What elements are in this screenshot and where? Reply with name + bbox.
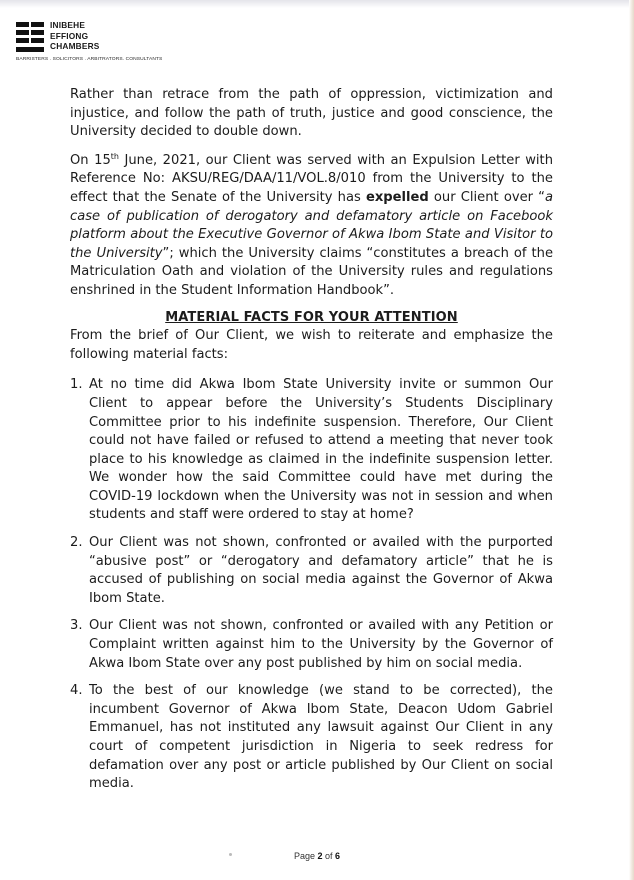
- current-page-number: 2: [317, 851, 323, 861]
- list-item-number: 4.: [70, 683, 83, 699]
- material-facts-list: [70, 376, 553, 793]
- letterhead: [16, 20, 162, 62]
- firm-name-line-1: INIBEHE: [50, 20, 86, 30]
- scan-top-shadow: [0, 0, 634, 8]
- list-item-number: 2.: [70, 535, 83, 551]
- expulsion-text-part-b: our Client over “: [428, 189, 545, 205]
- letter-body: [70, 86, 553, 803]
- list-item-number: 1.: [70, 377, 83, 393]
- list-item: [70, 534, 553, 608]
- expulsion-quoted-reason: a case of publication of derogatory and defamatory article on Facebook platform about the Executive Governor of Akwa Ibom State and Visitor to the University: [70, 189, 553, 261]
- date-ordinal-superscript: th: [110, 151, 119, 161]
- paragraph-expulsion-letter: [70, 152, 553, 301]
- list-item-text: Our Client was not shown, confronted or availed with any Petition or Complaint written against him to the University by the Governor of Akwa Ibom State over any post published by him on social media.: [89, 618, 553, 671]
- page-right-edge: [629, 0, 634, 880]
- paragraph-double-down: Rather than retrace from the path of oppression, victimization and injustice, and follow the path of truth, justice and good conscience, the University decided to double down.: [70, 87, 553, 140]
- list-item: [70, 617, 553, 673]
- date-prefix: On 15: [70, 152, 111, 168]
- firm-name: [50, 20, 100, 52]
- list-item-text: Our Client was not shown, confronted or availed with the purported “abusive post” or “derogatory and defamatory article” that he is accused of publishing on social media against the Governor of Akwa Ibom State.: [89, 535, 553, 606]
- total-pages-number: 6: [335, 851, 341, 861]
- firm-tagline: BARRISTERS . SOLICITORS . ARBITRATORS. CONSULTANTS: [16, 57, 163, 62]
- list-item-text: To the best of our knowledge (we stand to be corrected), the incumbent Governor of Akwa Ibom State, Deacon Udom Gabriel Emmanuel, has not instituted any lawsuit against Our Client in any court of competent jurisdiction in Nigeria to seek redress for defamation over any post or article published by Our Client on social media.: [89, 683, 553, 792]
- stacked-bars-logo-icon: [16, 22, 44, 54]
- page-footer: [0, 851, 634, 861]
- section-heading: MATERIAL FACTS FOR YOUR ATTENTION: [165, 309, 458, 325]
- list-item-text: At no time did Akwa Ibom State University invite or summon Our Client to appear before the University’s Students Disciplinary Committee prior to his indefinite suspension. Therefore, Our Client could not have failed or refused to attend a meeting that never took place to his knowledge as claimed in the indefinite suspension letter. We wonder how the said Committee could have met during the COVID-19 lockdown when the University was not in session and when students and staff were ordered to stay at home?: [89, 377, 553, 523]
- expulsion-text-part-a: June, 2021, our Client was served with an Expulsion Letter with Reference No: AKSU/REG/DAA/11/VOL.8/010 from the University to the effect that the Senate of the University has: [70, 152, 553, 205]
- of-label: of: [325, 851, 333, 861]
- list-item: [70, 376, 553, 525]
- page-label: Page: [293, 851, 315, 861]
- list-item: [70, 682, 553, 794]
- firm-name-line-3: CHAMBERS: [50, 41, 100, 51]
- firm-name-line-2: EFFIONG: [50, 30, 89, 41]
- facts-intro: From the brief of Our Client, we wish to reiterate and emphasize the following material facts:: [70, 328, 553, 362]
- logo-row: [16, 20, 162, 54]
- expulsion-text-part-c: ”; which the University claims “constitutes a breach of the Matriculation Oath and violation of the University rules and regulations enshrined in the Student Information Handbook”.: [70, 245, 553, 298]
- list-item-number: 3.: [70, 618, 83, 634]
- expelled-emphasis: expelled: [365, 189, 429, 205]
